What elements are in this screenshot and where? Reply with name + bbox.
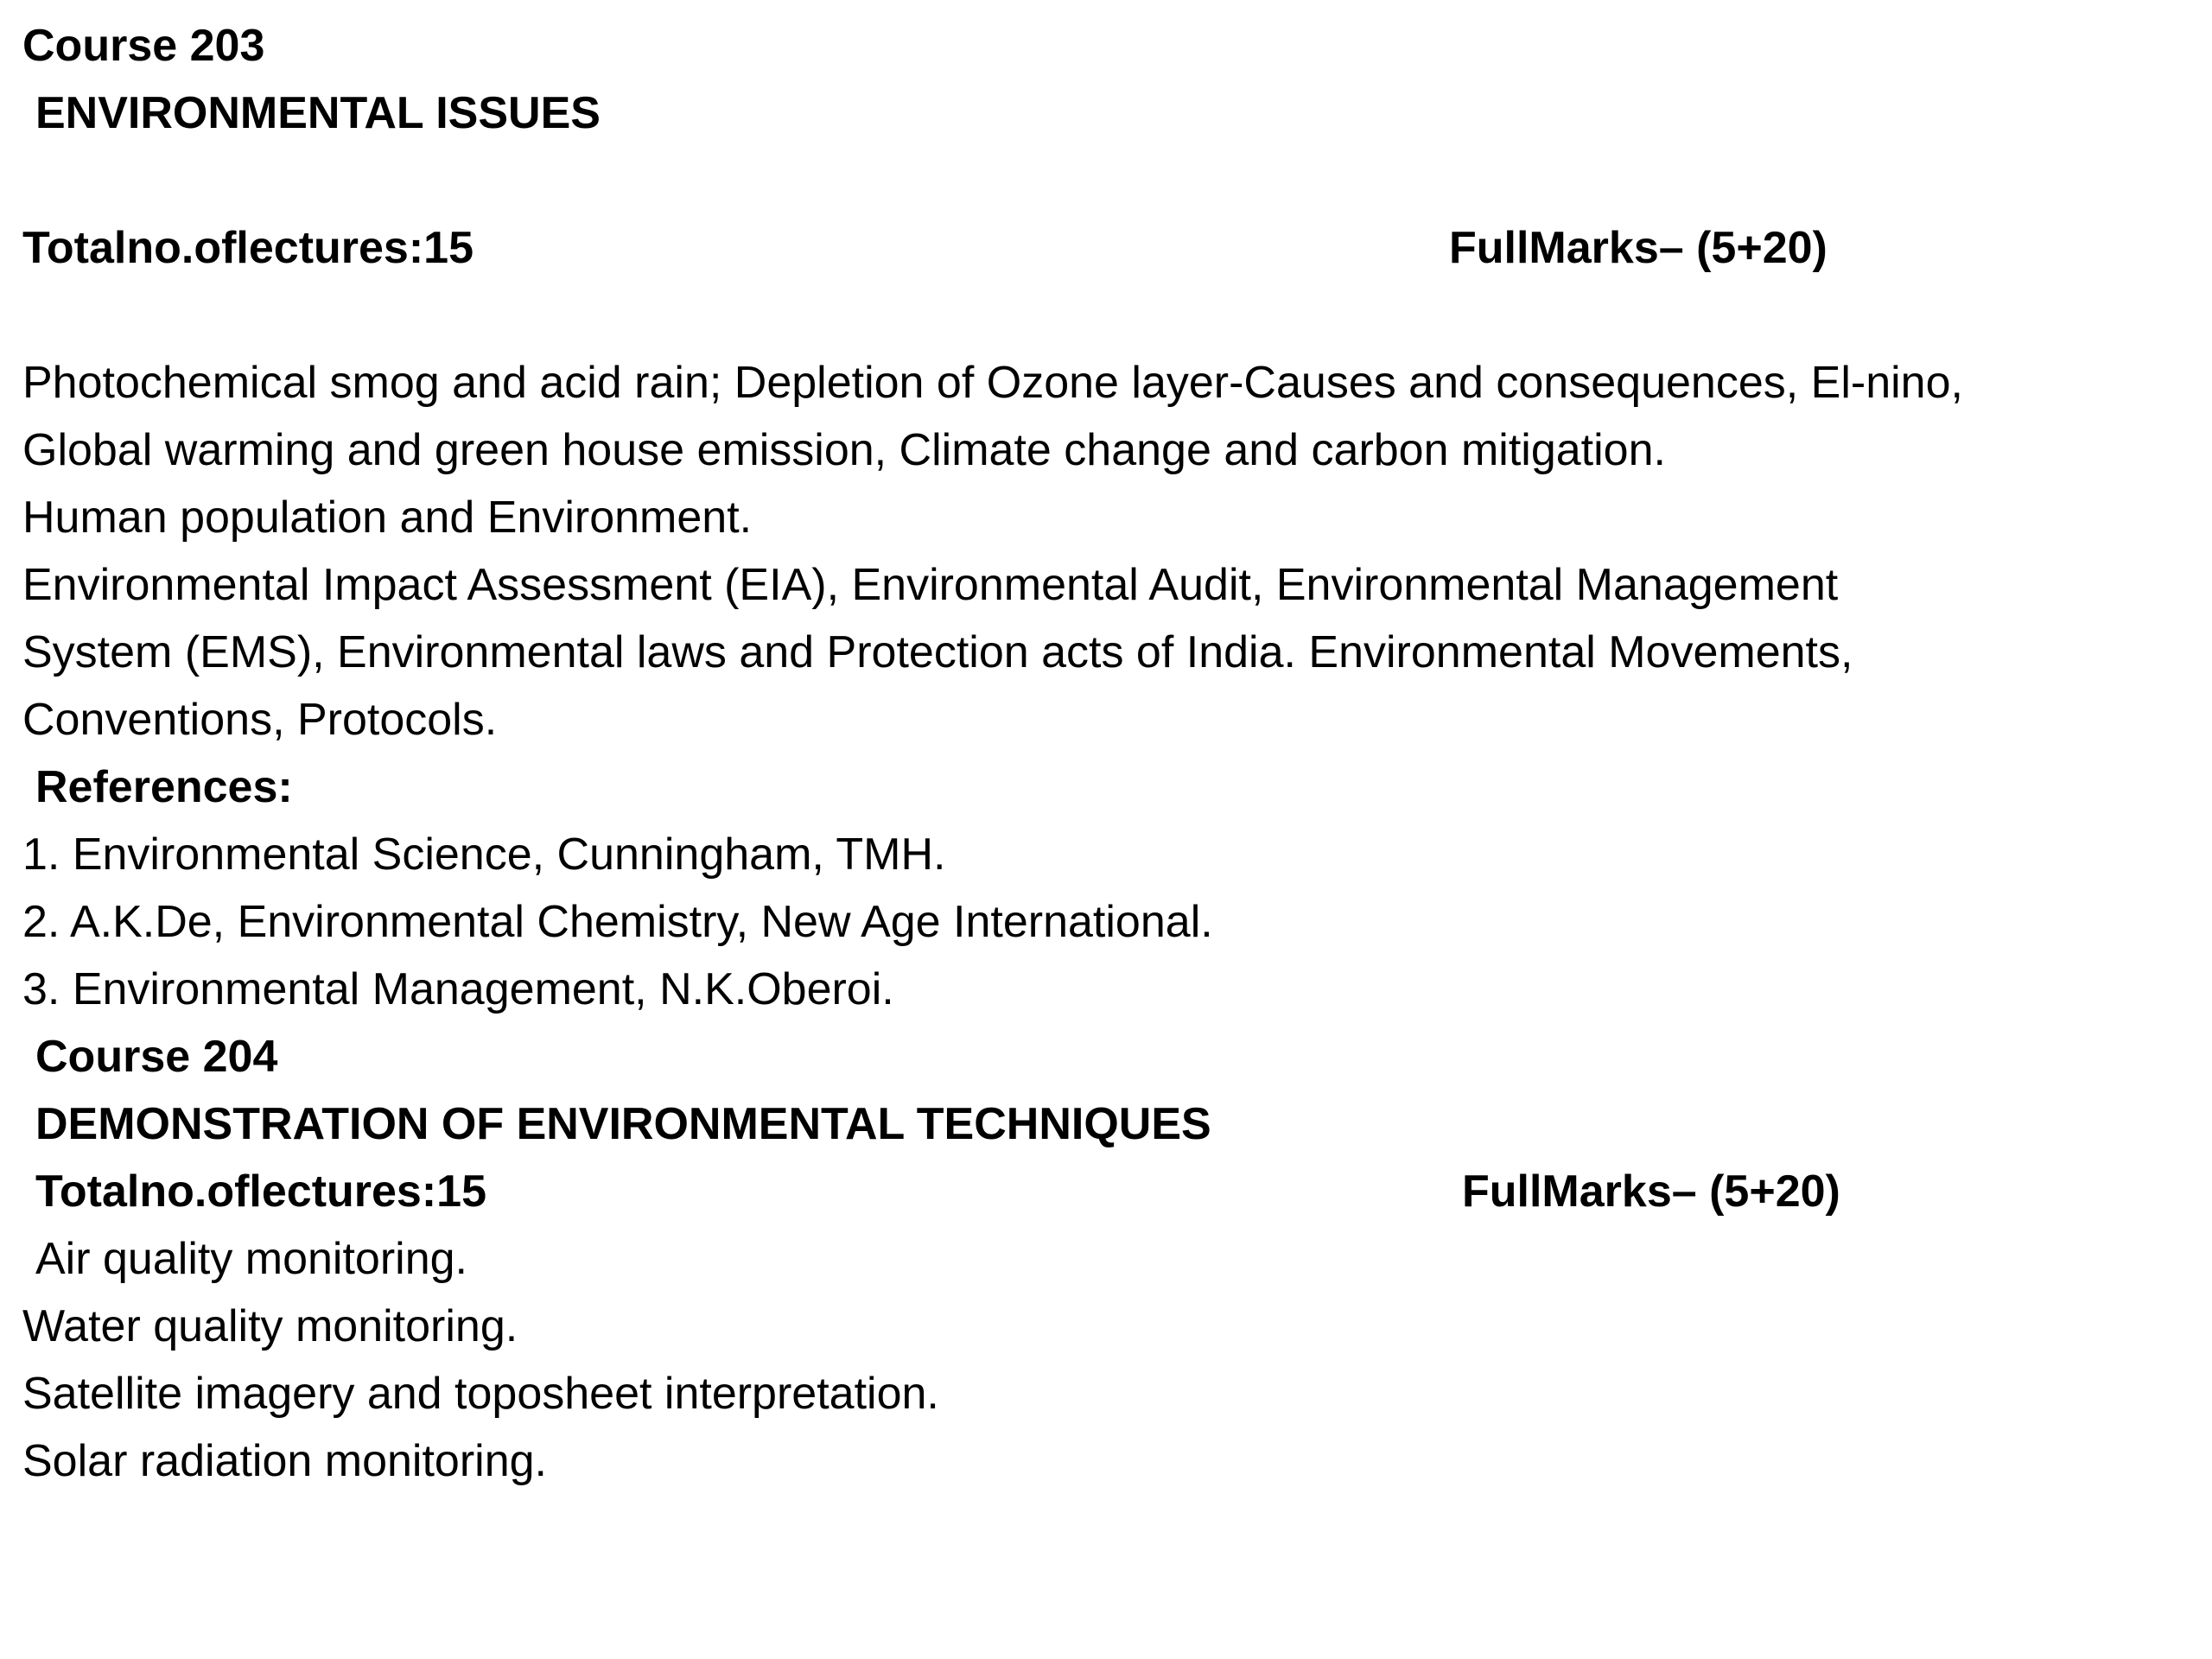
course-203-body-line-1: Photochemical smog and acid rain; Depletion of Ozone layer-Causes and consequences, El-nino, — [22, 358, 1963, 408]
course-204-item-4: Solar radiation monitoring. — [22, 1436, 547, 1486]
course-204-title: DEMONSTRATION OF ENVIRONMENTAL TECHNIQUES — [35, 1099, 1211, 1149]
course-204-item-1: Air quality monitoring. — [35, 1234, 467, 1284]
course-203-label: Course 203 — [22, 21, 265, 71]
course-204-full-marks: FullMarks– (5+20) — [1462, 1166, 1840, 1217]
reference-item-3: 3. Environmental Management, N.K.Oberoi. — [22, 964, 894, 1014]
course-203-body-line-3: Human population and Environment. — [22, 493, 753, 543]
reference-item-2: 2. A.K.De, Environmental Chemistry, New Age International. — [22, 897, 1213, 947]
reference-item-1: 1. Environmental Science, Cunningham, TMH. — [22, 830, 946, 880]
course-204-item-2: Water quality monitoring. — [22, 1301, 518, 1351]
course-203-total-lectures: Totalno.oflectures:15 — [22, 223, 474, 273]
references-heading: References: — [35, 762, 293, 812]
course-203-full-marks: FullMarks– (5+20) — [1449, 223, 1827, 273]
course-203-body-line-4: Environmental Impact Assessment (EIA), Environmental Audit, Environmental Management — [22, 560, 1839, 610]
course-203-body-line-6: Conventions, Protocols. — [22, 695, 498, 745]
course-204-meta-row — [35, 1158, 2178, 1225]
course-203-body-line-2: Global warming and green house emission, Climate change and carbon mitigation. — [22, 425, 1666, 475]
course-203-title: ENVIRONMENTAL ISSUES — [35, 88, 601, 138]
course-203-body-line-5: System (EMS), Environmental laws and Protection acts of India. Environmental Movements, — [22, 627, 1853, 677]
course-203-meta-row — [22, 214, 2183, 282]
course-204-total-lectures: Totalno.oflectures:15 — [35, 1166, 487, 1217]
course-204-label: Course 204 — [35, 1032, 278, 1082]
course-204-item-3: Satellite imagery and toposheet interpretation. — [22, 1369, 939, 1419]
